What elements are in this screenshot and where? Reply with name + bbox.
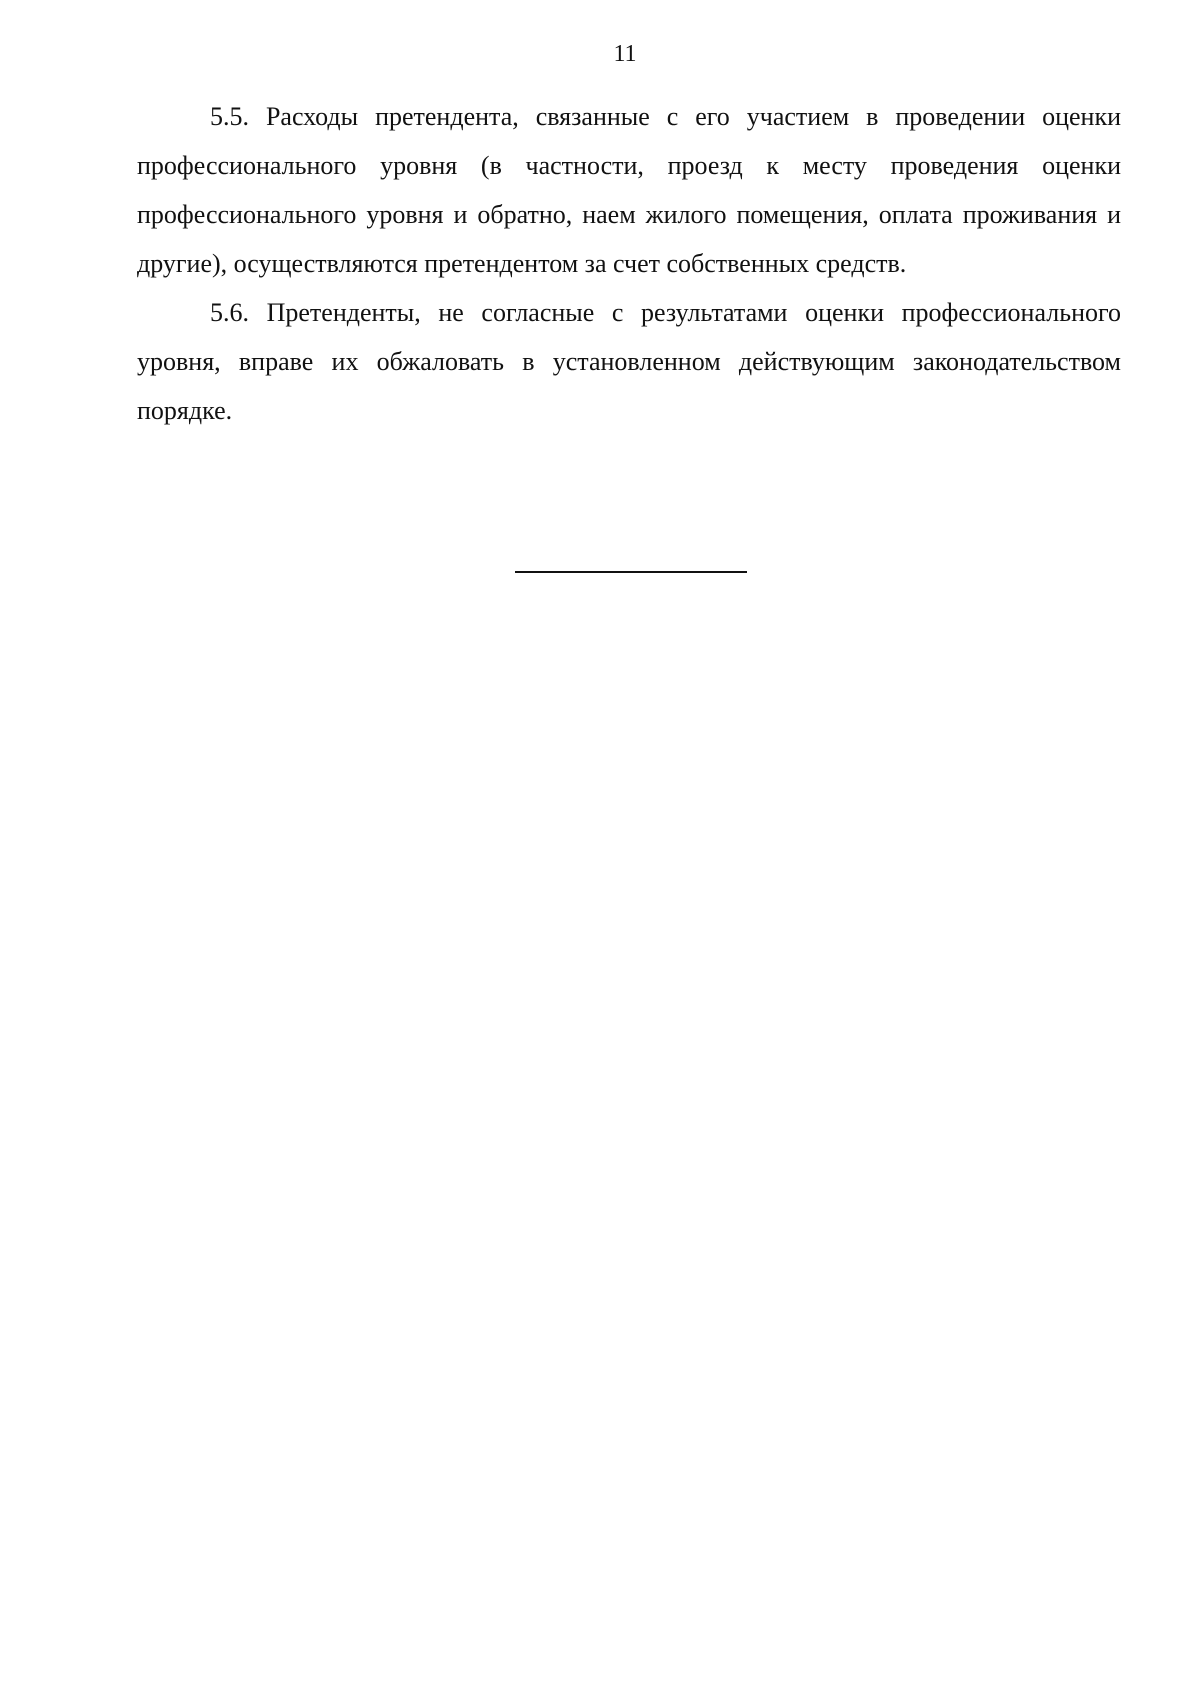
- paragraph-5-5: 5.5. Расходы претендента, связанные с его участием в проведении оценки профессионального уровня (в частности, проезд к месту проведения оценки профессионального уровня и обратно, наем жилого помещения, оплата проживания и другие), осуществляются претендентом за счет собственных средств.: [137, 102, 1121, 278]
- paragraph-5-6: 5.6. Претенденты, не согласные с результатами оценки профессионального уровня, вправе их обжаловать в установленном действующим законодательством порядке.: [137, 298, 1121, 425]
- end-separator-line: [515, 571, 747, 573]
- page-number: 11: [613, 41, 637, 67]
- document-body: [137, 92, 1121, 435]
